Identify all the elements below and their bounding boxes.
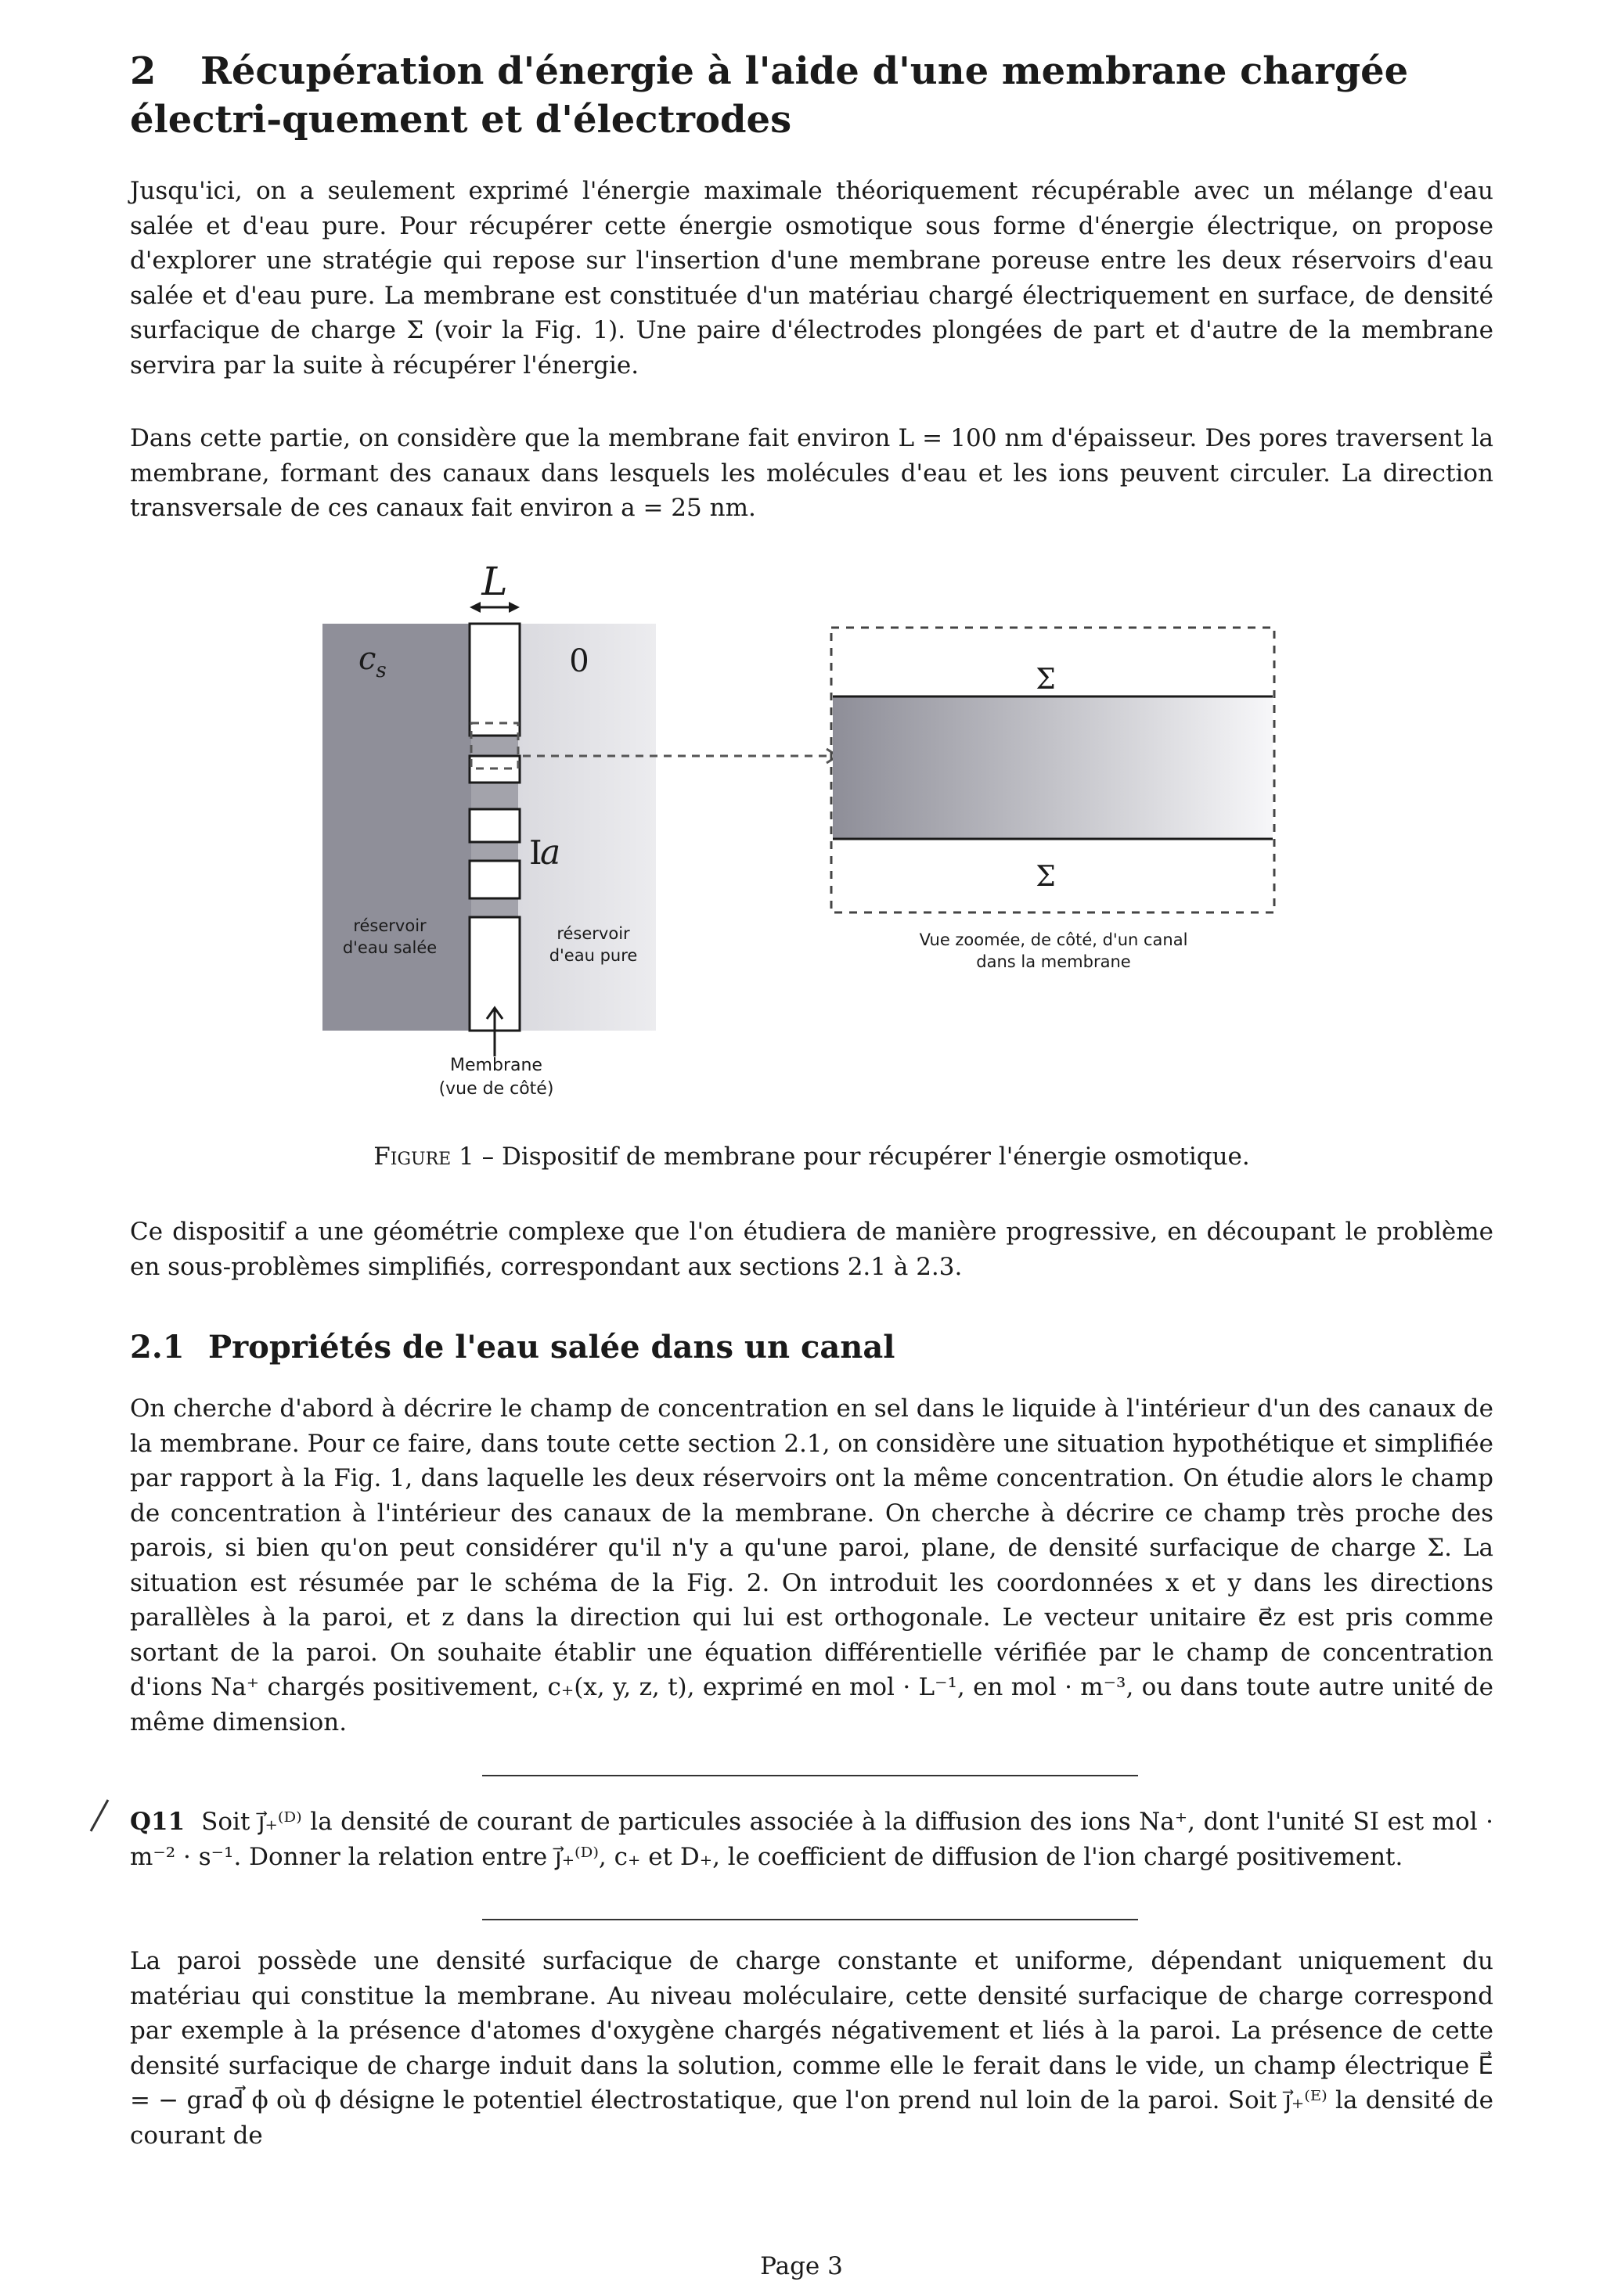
label-zoom-1: Vue zoomée, de côté, d'un canal [919, 930, 1188, 949]
figure-caption-prefix: Figure 1 [373, 1143, 474, 1171]
label-L: L [481, 559, 508, 604]
label-salt-reservoir-2: d'eau salée [342, 938, 438, 957]
page-number: Page 3 [760, 2252, 843, 2280]
paragraph-intro: Jusqu'ici, on a seulement exprimé l'énergie maximale théoriquement récupérable avec un mélange d'eau salée et d'eau pure. Pour récupérer cette énergie osmotique sous forme d'énergie électrique, on propose d'explorer une stratégie qui repose sur l'insertion d'une membrane poreuse entre les deux réservoirs d'eau salée et d'eau pure. La membrane est constituée d'un matériau chargé électriquement en surface, de densité surfacique de charge Σ (voir la Fig. 1). Une paire d'électrodes plongées de part et d'autre de la membrane servira par la suite à récupérer l'énergie. [130, 177, 1493, 380]
label-a-bar: I [529, 833, 542, 872]
label-pure-reservoir-1: réservoir [557, 924, 630, 943]
figure-caption-text: – Dispositif de membrane pour récupérer l'énergie osmotique. [474, 1143, 1250, 1171]
paragraph-surface-charge: La paroi possède une densité surfacique de charge constante et uniforme, dépendant uniquement du matériau qui constitue la membrane. Au niveau moléculaire, cette densité surfacique de charge correspond par exemple à la présence d'atomes d'oxygène chargés négativement et liés à la paroi. La présence de cette densité surfacique de charge induit dans la solution, comme elle le ferait dans le vide, un champ électrique E⃗ = − grad⃗ ϕ où ϕ désigne le potentiel électrostatique, que l'on prend nul loin de la paroi. Soit j⃗₊⁽ᴱ⁾ la densité de courant de [130, 1947, 1493, 2150]
label-membrane-1: Membrane [450, 1056, 542, 1075]
check-mark [88, 1797, 111, 1834]
question-q11 [130, 1805, 1493, 1874]
section-number: 2 [130, 49, 157, 93]
section-title-text: Récupération d'énergie à l'aide d'une membrane chargée électri-quement et d'électrodes [130, 49, 1409, 142]
salt-reservoir [322, 624, 471, 1031]
label-sigma-top: Σ [1036, 664, 1056, 696]
paragraph-concentration: On cherche d'abord à décrire le champ de concentration en sel dans le liquide à l'intérieur d'un des canaux de la membrane. Pour ce faire, dans toute cette section 2.1, on considère une situation hypothétique et simplifiée par rapport à la Fig. 1, dans laquelle les deux réservoirs ont la même concentration. On étudie alors le champ de concentration à l'intérieur des canaux de la membrane. On cherche à décrire ce champ très proche des parois, si bien qu'on peut considérer qu'il n'y a qu'une paroi, plane, de densité surfacique de charge Σ. La situation est résumée par le schéma de la Fig. 2. On introduit les coordonnées x et y dans les directions parallèles à la paroi, et z dans la direction qui lui est orthogonale. Le vecteur unitaire e⃗z est pris comme sortant de la paroi. On souhaite établir une équation différentielle vérifiée par le champ de concentration d'ions Na⁺ chargés positivement, c₊(x, y, z, t), exprimé en mol · L⁻¹, en mol · m⁻³, ou dans toute autre unité de même dimension. [130, 1395, 1493, 1736]
label-cs: $c_s$ [358, 641, 387, 682]
pure-reservoir [518, 624, 656, 1031]
paragraph-membrane: Dans cette partie, on considère que la membrane fait environ L = 100 nm d'épaisseur. Des pores traversent la membrane, formant des canaux dans lesquels les molécules d'eau et les ions peuvent circuler. La direction transversale de ces canaux fait environ a = 25 nm. [130, 424, 1493, 522]
figure-1 [0, 0, 1603, 1135]
label-a: a [540, 833, 561, 873]
question-rule-bottom [482, 1919, 1138, 1920]
membrane-block [470, 809, 520, 842]
label-zero: 0 [569, 643, 589, 679]
L-arrow-head-right [509, 602, 520, 613]
question-text: Soit j⃗₊⁽ᴰ⁾ la densité de courant de particules associée à la diffusion des ions Na⁺, dont l'unité SI est mol · m⁻² · s⁻¹. Donner la relation entre j⃗₊⁽ᴰ⁾, c₊ et D₊, le coefficient de diffusion de l'ion chargé positivement. [130, 1808, 1493, 1871]
label-zoom-2: dans la membrane [976, 952, 1131, 971]
figure-caption [130, 1139, 1493, 1174]
subsection-title-text: Propriétés de l'eau salée dans un canal [208, 1329, 895, 1366]
question-label: Q11 [130, 1808, 186, 1836]
paragraph-geometry: Ce dispositif a une géométrie complexe que l'on étudiera de manière progressive, en découpant le problème en sous-problèmes simplifiés, correspondant aux sections 2.1 à 2.3. [130, 1218, 1493, 1281]
label-pure-reservoir-2: d'eau pure [549, 946, 638, 965]
subsection-number: 2.1 [130, 1329, 185, 1366]
membrane-block [470, 624, 520, 736]
label-salt-reservoir-1: réservoir [353, 916, 427, 935]
label-membrane-2: (vue de côté) [438, 1079, 554, 1099]
question-rule-top [482, 1775, 1138, 1776]
label-sigma-bottom: Σ [1036, 861, 1056, 893]
zoom-channel [833, 696, 1273, 839]
subsection-title [130, 1327, 1508, 1368]
L-arrow-head-left [470, 602, 481, 613]
membrane-block [470, 861, 520, 898]
